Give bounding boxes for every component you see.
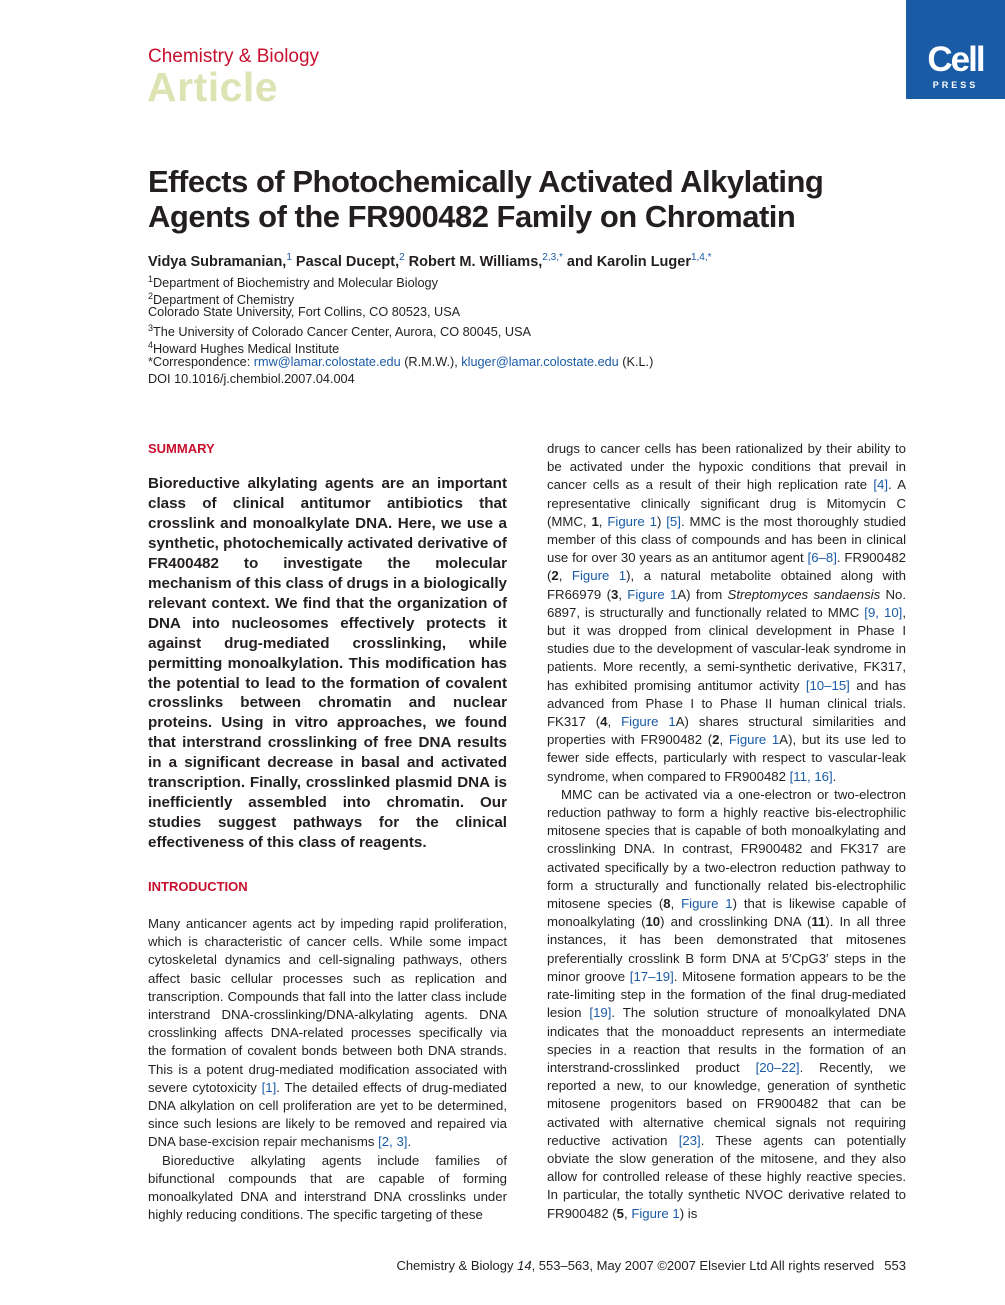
ref-link[interactable]: [11, 16]: [789, 768, 833, 784]
logo-word: Cell: [927, 40, 984, 79]
page-footer: Chemistry & Biology 14, 553–563, May 2007 ©2007 Elsevier Ltd All rights reserved 553: [396, 1258, 906, 1273]
figure-link[interactable]: Figure 1: [631, 1205, 680, 1221]
summary-text: Bioreductive alkylating agents are an important class of clinical antitumor antibiotics that crosslink and monoalkylate DNA. Here, we use a synthetic, photochemically activated derivative of FR400482 to investigate the molecular mechanism of this class of drugs in a biologically relevant context. We find that the organization of DNA into nucleosomes effectively protects it against drug-mediated crosslinking, while permitting monoalkylation. This modification has the potential to lead to the formation of covalent crosslinks between chromatin and nuclear proteins. Using in vitro approaches, we found that interstrand crosslinking of free DNA results in a significant decrease in basal and activated transcription. Finally, crosslinked plasmid DNA is inefficiently assembled into chromatin. Our studies suggest pathways for the clinical effectiveness of this class of reagents.: [148, 475, 507, 852]
author-name: Pascal Ducept,: [291, 253, 400, 270]
author-affil-sup: 1,4,*: [690, 252, 712, 263]
figure-link[interactable]: Figure 1: [728, 732, 780, 748]
author-affil-sup: 2: [399, 252, 405, 263]
ref-link[interactable]: [6–8]: [807, 550, 837, 566]
logo-press: PRESS: [932, 80, 979, 90]
email-link-rmw[interactable]: rmw@lamar.colostate.edu: [253, 355, 401, 369]
ref-link[interactable]: [2, 3]: [378, 1134, 408, 1150]
affiliation-1: $^1$Department of Biochemistry and Molecular Biology: [148, 274, 438, 291]
affiliation-3: $^3$The University of Colorado Cancer Center, Aurora, CO 80045, USA: [148, 323, 532, 340]
intro-paragraph-1: Many anticancer agents act by impeding rapid proliferation, which is characteristic of cancer cells. While some impact cytoskeletal dynamics and cell-signaling pathways, others affect basic cellular processes such as replication and transcription. Compounds that fall into the latter class include interstrand DNA-crosslinking/DNA-alkylating agents. DNA crosslinking affects DNA-related processes specifically via the formation of covalent bonds between both DNA strands. This is a potent drug-mediated modification associated with severe cytotoxicity [1]. The detailed effects of drug-mediated DNA alkylation on cell proliferation are yet to be determined, since such lesions are likely to be removed and repaired via DNA base-excision repair mechanisms [2, 3].: [148, 916, 507, 1150]
article-title: Effects of Photochemically Activated Alkylating Agents of the FR900482 Family on Chromatin: [148, 164, 824, 234]
affiliation-2: $^2$Department of Chemistry: [148, 291, 295, 308]
right-column-body: [547, 440, 906, 1223]
figure-link[interactable]: Figure 1: [627, 586, 678, 602]
ref-link[interactable]: [17–19]: [629, 968, 674, 984]
figure-link[interactable]: Figure 1: [571, 568, 627, 584]
introduction-heading: INTRODUCTION: [148, 879, 248, 894]
cell-press-logo: [906, 0, 1005, 99]
author-affil-sup: 1: [286, 252, 292, 263]
ref-link[interactable]: [1]: [261, 1079, 277, 1095]
right-paragraph-2: MMC can be activated via a one-electron or two-electron reduction pathway to form a highly reactive bis-electrophilic mitosene species that is capable of both monoalkylating and crosslinking DNA. In contrast, FR900482 and FK317 are activated specifically by a two-electron reduction pathway to form a structurally and functionally related bis-electrophilic mitosene species (8, Figure 1) that is likewise capable of monoalkylating (10) and crosslinking DNA (11). In all three instances, it has been demonstrated that mitosenes preferentially crosslink B form DNA at 5′CpG3′ steps in the minor groove [17–19]. Mitosene formation appears to be the rate-limiting step in the formation of the final drug-mediated lesion [19]. The solution structure of monoalkylated DNA indicates that the monoadduct represents an intermediate species in a reaction that results in the formation of an interstrand-crosslinked product [20–22]. Recently, we reported a new, to our knowledge, generation of synthetic mitosene progenitors based on FR900482 that can be activated with alternative chemical signals not requiring reductive activation [23]. These agents can potentially obviate the slow generation of the mitosene, and they also allow for controlled release of these highly reactive species. In particular, the totally synthetic NVOC derivative related to FR900482 (5, Figure 1) is: [547, 786, 907, 1221]
ref-link[interactable]: [5]: [666, 513, 681, 529]
author-name: and Karolin Luger: [562, 253, 691, 270]
ref-link[interactable]: [9, 10]: [864, 604, 903, 620]
ref-link[interactable]: [4]: [873, 477, 889, 493]
figure-link[interactable]: Figure 1: [681, 896, 733, 912]
correspondence: *Correspondence: rmw@lamar.colostate.edu (R.M.W.), kluger@lamar.colostate.edu (K.L.): [148, 355, 654, 369]
author-name: Robert M. Williams,: [404, 253, 543, 270]
figure-link[interactable]: Figure 1: [621, 714, 676, 730]
affiliation-2-address: Colorado State University, Fort Collins, CO 80523, USA: [148, 305, 461, 319]
doi[interactable]: DOI 10.1016/j.chembiol.2007.04.004: [148, 372, 355, 386]
summary-heading: SUMMARY: [148, 441, 215, 456]
right-paragraph-1: drugs to cancer cells has been rationalized by their ability to be activated under the hypoxic conditions that prevail in cancer cells as a result of their high replication rate [4]. A representative clinically significant drug is Mitomycin C (MMC, 1, Figure 1) [5]. MMC is the most thoroughly studied member of this class of compounds and has been in clinical use for over 30 years as an antitumor agent [6–8]. FR900482 (2, Figure 1), a natural metabolite obtained along with FR66979 (3, Figure 1A) from Streptomyces sandaensis No. 6897, is structurally and functionally related to MMC [9, 10], but it was dropped from clinical development in Phase I studies due to the development of vascular-leak syndrome in patients. More recently, a semi-synthetic derivative, FK317, has exhibited promising antitumor activity [10–15] and has advanced from Phase I to Phase II human clinical trials. FK317 (4, Figure 1A) shares structural similarities and properties with FR900482 (2, Figure 1A), but its use led to fewer side effects, particularly with respect to vascular-leak syndrome, when compared to FR900482 [11, 16].: [547, 441, 907, 784]
journal-name: Chemistry & Biology: [148, 46, 320, 67]
author-name: Vidya Subramanian,: [148, 253, 287, 270]
email-link-kluger[interactable]: kluger@lamar.colostate.edu: [461, 355, 619, 369]
ref-link[interactable]: [10–15]: [805, 677, 850, 693]
ref-link[interactable]: [20–22]: [755, 1059, 800, 1075]
intro-paragraph-2: Bioreductive alkylating agents include families of bifunctional compounds that are capable of forming monoalkylated DNA and interstrand DNA crosslinks under highly reducing conditions. The specific targeting of these: [148, 1152, 507, 1223]
introduction-body: [148, 915, 507, 1224]
article-type-label: Article: [147, 64, 279, 110]
ref-link[interactable]: [19]: [589, 1005, 612, 1021]
page-number: 553: [884, 1258, 906, 1273]
figure-link[interactable]: Figure 1: [607, 513, 657, 529]
author-list: [148, 252, 712, 270]
ref-link[interactable]: [23]: [678, 1132, 701, 1148]
affiliation-4: $^4$Howard Hughes Medical Institute: [148, 340, 340, 357]
author-affil-sup: 2,3,*: [542, 252, 563, 263]
